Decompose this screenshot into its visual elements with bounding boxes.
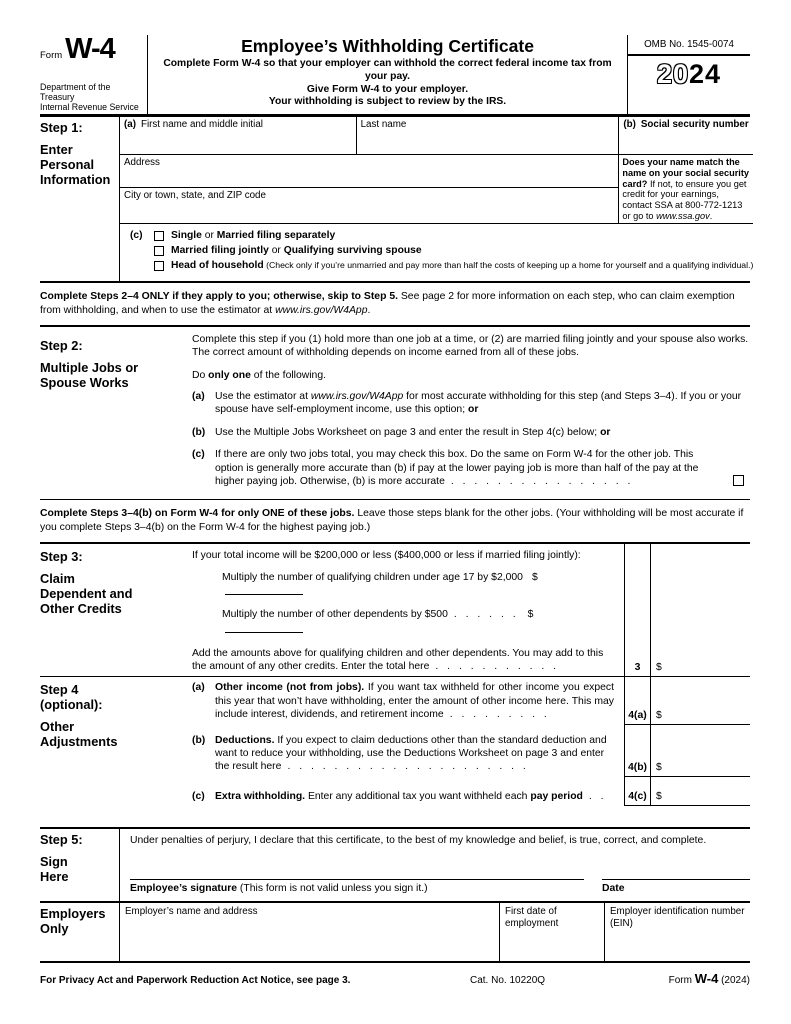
notice1-url: www.irs.gov/W4App: [275, 304, 368, 316]
step2-option-a: [192, 390, 750, 417]
signature-label-bold: Employee’s signature: [130, 883, 238, 895]
tax-year: [628, 56, 750, 114]
married-jointly-label: Married filing jointly: [171, 245, 269, 257]
ssa-note: [618, 155, 753, 223]
notice2-bold: Complete Steps 3–4(b) on Form W-4 for only ONE of these jobs.: [40, 508, 355, 520]
employers-section: [40, 903, 750, 963]
step3-intro: If your total income will be $200,000 or less ($400,000 or less if married filing jointly):: [192, 549, 581, 561]
catalog-number: Cat. No. 10220Q: [470, 975, 546, 987]
ssa-note-text: If not, to ensure you get credit for your earnings, contact SSA at 800-772-1213 or go to: [622, 178, 747, 221]
city-label: City or town, state, and ZIP code: [124, 190, 266, 202]
line-4c-number: 4(c): [624, 777, 651, 806]
step1-title: Step 1:: [40, 120, 83, 136]
step3-subtitle: Claim Dependent and Other Credits: [40, 570, 133, 616]
step5-content: [120, 829, 750, 901]
page-footer: [40, 971, 750, 986]
step2-paragraph: Complete this step if you (1) hold more than one job at a time, or (2) are married filing jointly and your spouse also works. The correct amount of withholding depends on income earned from all of these jobs.: [192, 333, 749, 359]
option-b-tag: (b): [192, 426, 206, 438]
qualifying-children-row: Multiply the number of qualifying children under age 17 by $2,000 $: [222, 571, 614, 599]
line-3-number: 3: [624, 544, 651, 676]
filing-status-options: [154, 230, 753, 275]
filing-status-row: [120, 224, 753, 281]
ssa-note-period: .: [709, 210, 713, 221]
married-separately-label: Married filing separately: [216, 230, 336, 242]
ssn-field[interactable]: [618, 117, 753, 154]
step1-address-block: [120, 155, 753, 224]
step4a-row: [192, 677, 750, 724]
form-subtitle-1: Complete Form W-4 so that your employer can withhold the correct federal income tax from your pay.: [163, 58, 612, 82]
notice2-text: Leave those steps blank for the other jobs. (Your withholding will be most accurate if you complete Steps 3–4(b) on the Form W-4 for the highest paying job.): [40, 508, 744, 533]
step4c-row: [192, 777, 750, 806]
form-header: [40, 35, 750, 117]
step4b-text: (b) Deductions. If you expect to claim deductions other than the standard deduction and want to reduce your withholding, use the Deductions Worksheet on page 3 and enter the result here . . . . . . . . . . . . . . . . . . . . .: [192, 734, 607, 773]
employers-label: [40, 903, 120, 961]
date-label: Date: [602, 883, 625, 895]
omb-number: OMB No. 1545-0074: [628, 35, 750, 56]
step1-name-row: [120, 117, 753, 155]
date-column: [602, 879, 750, 894]
steps-2-4-notice: [40, 283, 750, 326]
field-b-tag: (b): [623, 119, 636, 131]
line-4c-amount-field[interactable]: $: [651, 777, 750, 806]
step3-title: Step 3:: [40, 548, 83, 564]
single-checkbox[interactable]: [154, 231, 164, 241]
tax-year-bold: 24: [689, 59, 722, 89]
line-4b-amount-field[interactable]: $: [651, 725, 750, 777]
married-jointly-checkbox[interactable]: [154, 246, 164, 256]
first-date-label: First date of employment: [505, 906, 559, 929]
option-c-text: If there are only two jobs total, you may check this box. Do the same on Form W-4 for the other job. This option is generally more accurate than (b) if pay at the lower paying job is more than half of the pay at the higher paying job. Otherwise, (b) is more accurate . . . . . . . . . . . . . . . .: [215, 448, 750, 488]
form-title: Employee’s Withholding Certificate: [241, 36, 534, 56]
last-name-field[interactable]: [356, 117, 619, 154]
signature-label-note: (This form is not valid unless you sign it.): [237, 883, 428, 895]
step2-label: [40, 333, 192, 498]
step1-fields: [120, 117, 753, 281]
line-4a-amount-field[interactable]: $: [651, 677, 750, 724]
section-gap: [40, 806, 750, 827]
filing-status-joint: [154, 245, 753, 256]
field-a-tag: (a): [124, 119, 136, 131]
step4-section: [40, 677, 750, 806]
step3-content: [192, 544, 624, 676]
dot-leader: . .: [588, 790, 607, 802]
perjury-statement: Under penalties of perjury, I declare that this certificate, to the best of my knowledge and belief, is true, correct, and complete.: [130, 835, 707, 847]
privacy-act-notice: For Privacy Act and Paperwork Reduction Act Notice, see page 3.: [40, 975, 351, 987]
form-subtitle-3: Your withholding is subject to review by the IRS.: [268, 96, 507, 108]
step4b-tag: (b): [192, 734, 206, 746]
form-subtitle-2: Give Form W-4 to your employer.: [306, 83, 469, 95]
date-line[interactable]: [602, 879, 750, 894]
step4-title: Step 4 (optional):: [40, 682, 103, 713]
two-jobs-checkbox[interactable]: [733, 475, 744, 486]
ssa-note-bold: Does your name match the name on your social security card?: [622, 157, 749, 189]
dot-leader: . . . . . .: [453, 609, 519, 621]
dot-leader: . . . . . . . . .: [449, 709, 550, 721]
signature-row: [130, 879, 750, 894]
agency-line-1: Department of the Treasury: [40, 82, 111, 103]
field-c-tag: (c): [130, 230, 143, 242]
step5-label: [40, 829, 120, 901]
city-state-zip-field[interactable]: [120, 188, 618, 222]
step3-total-row: Add the amounts above for qualifying children and other dependents. You may add to this the amount of any other credits. Enter the total here . . . . . . . . . . .: [192, 647, 604, 673]
dot-leader: . . . . . . . . . . . . . . . .: [450, 476, 634, 488]
employer-name-address-field[interactable]: [120, 903, 499, 961]
line-4a-number: 4(a): [624, 677, 651, 724]
estimator-url: www.irs.gov/W4App: [310, 391, 404, 403]
step2-instruction: Do only one of the following.: [192, 369, 326, 381]
omb-year-block: [627, 35, 750, 114]
step2-section: [40, 327, 750, 501]
step4a-tag: (a): [192, 682, 205, 694]
option-a-tag: (a): [192, 391, 205, 403]
agency-line-2: Internal Revenue Service: [40, 102, 139, 113]
filing-status-hoh: [154, 260, 753, 271]
qualifying-children-amount-field[interactable]: [225, 584, 303, 595]
step4c-text: (c) Extra withholding. Enter any additional tax you want withheld each pay period . .: [192, 790, 607, 802]
first-date-employment-field[interactable]: [499, 903, 604, 961]
address-field[interactable]: [120, 155, 618, 188]
step4a-text: (a) Other income (not from jobs). If you want tax withheld for other income you expect this year that won’t have withholding, enter the amount of other income here. This may include interest, dividends, and retirement income . . . . . . . . .: [192, 682, 614, 721]
step1-section: [40, 117, 754, 283]
steps-3-4b-notice: [40, 500, 750, 543]
form-number: W-4: [65, 33, 115, 65]
first-name-label: First name and middle initial: [140, 119, 263, 131]
form-id-block: [40, 35, 148, 114]
notice1-period: .: [367, 304, 371, 316]
tax-year-outline: 20: [656, 59, 689, 89]
notice1-bold: Complete Steps 2–4 ONLY if they apply to you; otherwise, skip to Step 5.: [40, 291, 398, 303]
surviving-spouse-label: Qualifying surviving spouse: [283, 245, 422, 257]
dot-leader: . . . . . . . . . . . . . . . . . . . . .: [287, 761, 529, 773]
option-a-text: Use the estimator at www.irs.gov/W4App for most accurate withholding for this step (and Steps 3–4). If you or your spouse have self-employment income, use this option; or: [215, 391, 742, 416]
form-word: Form: [40, 50, 63, 61]
last-name-label: Last name: [360, 119, 407, 131]
step1-label: [40, 117, 120, 281]
step4-subtitle: Other Adjustments: [40, 719, 118, 750]
step5-subtitle: Sign Here: [40, 854, 69, 885]
step4c-tag: (c): [192, 790, 205, 802]
signature-line[interactable]: [130, 879, 584, 894]
head-of-household-checkbox[interactable]: [154, 261, 164, 271]
head-of-household-label: Head of household: [171, 260, 264, 272]
other-dependents-row: Multiply the number of other dependents by $500 . . . . . . $: [222, 608, 614, 636]
or-text: or: [268, 245, 284, 257]
or-text: or: [201, 230, 217, 242]
step4-label: [40, 677, 192, 806]
signature-column: [130, 879, 584, 894]
form-title-block: [148, 35, 627, 114]
ssa-note-url: www.ssa.gov: [656, 210, 710, 221]
step2-subtitle: Multiple Jobs or Spouse Works: [40, 359, 139, 390]
line-4b-number: 4(b): [624, 725, 651, 777]
agency-block: [40, 82, 144, 112]
head-of-household-note: (Check only if you’re unmarried and pay more than half the costs of keeping up a home for yourself and a qualifying individual.): [263, 260, 754, 271]
step3-label: [40, 544, 192, 676]
employer-name-label: Employer’s name and address: [125, 906, 258, 918]
address-label: Address: [124, 157, 160, 169]
dot-leader: . . . . . . . . . . .: [435, 661, 560, 673]
employers-title: Employers Only: [40, 906, 106, 937]
form-number-line: [40, 33, 144, 65]
step2-option-b: [192, 426, 750, 439]
step2-option-c: [192, 448, 750, 488]
form-footer-id: Form W-4 (2024): [668, 971, 750, 987]
option-c-tag: (c): [192, 449, 205, 461]
step5-title: Step 5:: [40, 832, 83, 848]
first-name-field[interactable]: [120, 117, 356, 154]
step1-subtitle: Enter Personal Information: [40, 142, 111, 188]
step4-rows: [192, 677, 750, 806]
step2-content: [192, 333, 750, 498]
ein-label: Employer identification number (EIN): [610, 906, 745, 929]
step3-section: [40, 544, 750, 677]
address-column: [120, 155, 618, 223]
step5-section: [40, 827, 750, 903]
ein-field[interactable]: [604, 903, 750, 961]
option-b-text: Use the Multiple Jobs Worksheet on page 3 and enter the result in Step 4(c) below; or: [215, 426, 611, 438]
step4b-row: [192, 725, 750, 777]
filing-status-single: [154, 230, 753, 241]
step2-title: Step 2:: [40, 337, 83, 353]
single-label: Single: [171, 230, 202, 242]
notice1-text: See page 2 for more information on each step, who can claim exemption from withholding, and when to use the estimator at: [40, 291, 735, 316]
ssn-label: Social security number: [640, 119, 749, 131]
other-dependents-amount-field[interactable]: [225, 622, 303, 633]
line-3-amount-field[interactable]: $: [656, 662, 662, 674]
